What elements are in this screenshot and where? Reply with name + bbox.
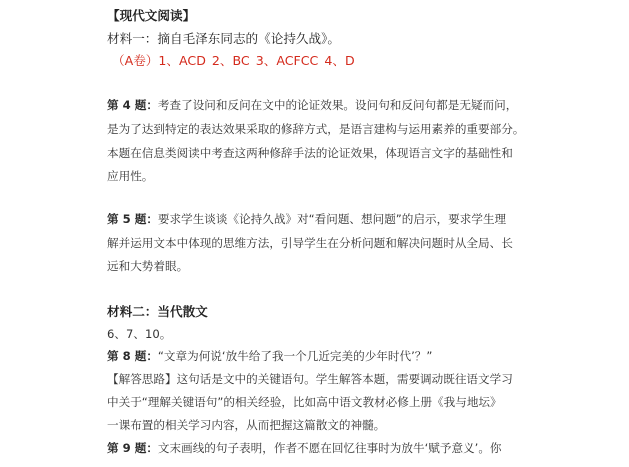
question-8-label: 第 8 题：: [107, 349, 158, 363]
answer-key-line: （A卷）1、ACD 2、BC 3、ACFCC 4、D: [112, 53, 355, 68]
question-8-text: “文章为何说‘放牛给了我一个几近完美的少年时代’？”: [157, 349, 433, 363]
question-4-line-3: 本题在信息类阅读中考查这两种修辞手法的论证效果，体现语言文字的基础性和: [107, 146, 513, 160]
answer-approach-text-1: 这句话是文中的关键语句。学生解答本题，需要调动既往语文学习: [176, 372, 513, 386]
question-8-line: [107, 348, 432, 365]
question-4-label: 第 4 题：: [107, 98, 158, 112]
material-two-numbers: 6、7、10。: [107, 327, 172, 341]
material-one-title: 材料一：摘自毛泽东同志的《论持久战》。: [107, 31, 340, 46]
question-9-line: [107, 440, 502, 457]
question-5-line-2: 解并运用文本中体现的思维方法，引导学生在分析问题和解决问题时从全局、长: [107, 236, 513, 250]
answer-approach-tag: 【解答思路】: [107, 372, 177, 386]
question-9-label: 第 9 题：: [107, 441, 158, 455]
section-heading-material-two: 材料二：当代散文: [107, 304, 208, 319]
question-4-text-1: 考查了设问和反问在文中的论证效果。设问句和反问句都是无疑而问，: [157, 98, 518, 112]
question-4-line-2: 是为了达到特定的表达效果采取的修辞方式，是语言建构与运用素养的重要部分。: [107, 122, 525, 136]
section-heading-modern-reading: 【现代文阅读】: [107, 8, 196, 23]
question-5-text-1: 要求学生谈谈《论持久战》对“看问题、想问题”的启示，要求学生理: [157, 212, 507, 226]
question-5-line-3: 远和大势着眼。: [107, 259, 189, 273]
question-4-line-1: [107, 97, 517, 114]
question-4-line-4: 应用性。: [107, 169, 154, 183]
answer-approach-line-1: [107, 371, 513, 388]
answer-approach-line-3: 一课布置的相关学习内容，从而把握这篇散文的神髓。: [107, 418, 386, 432]
question-9-text: 文末画线的句子表明，作者不愿在回忆往事时为放牛‘赋予意义’。你: [157, 441, 502, 455]
question-5-label: 第 5 题：: [107, 212, 158, 226]
question-5-line-1: [107, 211, 506, 228]
answer-approach-line-2: 中关于“理解关键语句”的相关经验，比如高中语文教材必修上册《我与地坛》: [107, 395, 502, 409]
